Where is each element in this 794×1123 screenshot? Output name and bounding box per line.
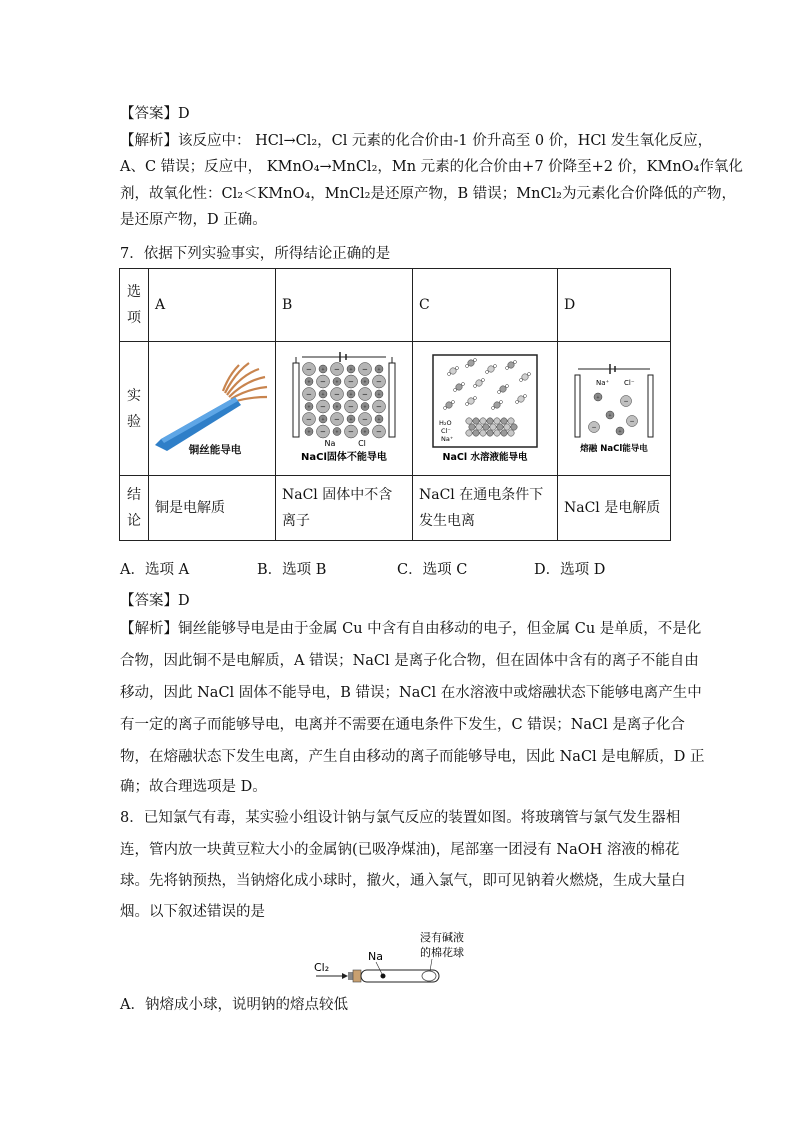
hydrated-ion bbox=[488, 365, 494, 371]
q7-answer: 【答案】D bbox=[120, 593, 190, 609]
water-molecule bbox=[506, 384, 509, 387]
sodium-ion-charge: + bbox=[363, 379, 367, 385]
q7-analysis-line-3: 移动，因此 NaCl 固体不能导电，B 错误；NaCl 在水溶液中或熔融状态下能够电离产生中 bbox=[120, 685, 702, 701]
crystal-ion bbox=[504, 423, 510, 429]
chloride-ion-charge: − bbox=[306, 388, 312, 398]
hydrated-ion bbox=[518, 395, 524, 401]
hydrated-ion bbox=[522, 373, 528, 379]
chloride-ion-charge: − bbox=[591, 423, 597, 431]
hydrated-ion bbox=[468, 359, 474, 365]
ion-lattice bbox=[303, 362, 386, 438]
hydrated-ion bbox=[494, 401, 500, 407]
sodium-ion-charge: + bbox=[608, 412, 612, 418]
experiment-a-cell bbox=[149, 342, 276, 476]
crystal-ion bbox=[480, 429, 486, 435]
hydrated-ion bbox=[446, 401, 452, 407]
sodium-ion-charge: + bbox=[307, 429, 311, 435]
water-molecule bbox=[466, 364, 469, 367]
chloride-ion-charge: − bbox=[306, 363, 312, 373]
label-cotton-1: 浸有碱液 bbox=[420, 931, 464, 944]
conclusion-a: 铜是电解质 bbox=[149, 476, 276, 541]
q8-stem-line-4: 烟。以下叙述错误的是 bbox=[120, 904, 265, 920]
caption-d: 熔融 NaCl能导电 bbox=[580, 443, 648, 454]
hydrated-ion bbox=[500, 385, 506, 391]
water-molecule bbox=[474, 384, 477, 387]
label-na-plus-d: Na⁺ bbox=[596, 378, 610, 387]
sodium-ion-charge: + bbox=[377, 416, 381, 422]
wire-insulation-highlight bbox=[161, 397, 238, 443]
q8-stem-line-2: 连，管内放一块黄豆粒大小的金属钠(已吸净煤油)，尾部塞一团浸有 NaOH 溶液的棉花 bbox=[120, 842, 680, 858]
crystal-ion bbox=[487, 417, 493, 423]
sodium-ion-charge: + bbox=[349, 391, 353, 397]
crystal-ion bbox=[483, 423, 489, 429]
sodium-ion-charge: + bbox=[618, 428, 622, 434]
water-molecule bbox=[486, 370, 489, 373]
water-molecule bbox=[528, 372, 531, 375]
chloride-ion-charge: − bbox=[348, 376, 354, 386]
experiment-c-cell bbox=[413, 342, 558, 476]
column-b-label: B bbox=[276, 269, 413, 342]
conclusion-c: NaCl 在通电条件下发生电离 bbox=[413, 476, 558, 541]
electrode-right bbox=[648, 375, 653, 437]
q6-answer: 【答案】D bbox=[120, 106, 190, 122]
water-molecule bbox=[500, 400, 503, 403]
q8-choice-a[interactable]: A．钠熔成小球，说明钠的熔点较低 bbox=[120, 997, 348, 1013]
crystal-ion bbox=[508, 429, 514, 435]
water-molecule bbox=[514, 360, 517, 363]
water-molecule bbox=[448, 372, 451, 375]
crystal-ion bbox=[476, 423, 482, 429]
caption-c: NaCl 水溶液能导电 bbox=[442, 451, 528, 463]
q7-analysis-line-4: 有一定的离子而能够导电，电离并不需要在通电条件下发生，C 错误；NaCl 是离子化合 bbox=[120, 717, 685, 733]
electrode-right bbox=[389, 363, 395, 437]
sodium-ion-charge: + bbox=[321, 366, 325, 372]
rubber-stopper bbox=[353, 970, 361, 982]
connector bbox=[348, 972, 353, 980]
label-cl-minus-d: Cl⁻ bbox=[624, 378, 635, 387]
header-experiment bbox=[120, 342, 149, 476]
hydrated-ion bbox=[456, 383, 462, 389]
header-conclusion-char-1: 结 bbox=[127, 487, 141, 503]
chloride-ion-charge: − bbox=[348, 401, 354, 411]
water-molecule bbox=[474, 396, 477, 399]
hydrated-ion bbox=[450, 367, 456, 373]
cotton-pointer bbox=[430, 959, 432, 971]
header-option-char-2: 项 bbox=[127, 310, 141, 326]
sodium-ion-charge: + bbox=[349, 416, 353, 422]
nacl-solution-illustration bbox=[413, 347, 557, 467]
water-molecule bbox=[506, 366, 509, 369]
water-molecule bbox=[492, 406, 495, 409]
water-molecule bbox=[498, 390, 501, 393]
conclusion-b: NaCl 固体中不含离子 bbox=[276, 476, 413, 541]
column-c-label: C bbox=[413, 269, 558, 342]
crystal-ion bbox=[494, 417, 500, 423]
q6-analysis-line-1: 【解析】该反应中： HCl→Cl₂，Cl 元素的化合价由-1 价升高至 0 价，HCl 发生氧化反应， bbox=[120, 133, 713, 149]
crystal-ion bbox=[487, 429, 493, 435]
experiment-d-cell bbox=[558, 342, 671, 476]
copper-strands bbox=[223, 363, 267, 402]
label-cl: Cl bbox=[358, 438, 366, 448]
water-molecule bbox=[482, 378, 485, 381]
crystal-ion bbox=[466, 417, 472, 423]
q6-analysis-line-3: 剂，故氧化性：Cl₂＜KMnO₄，MnCl₂是还原产物，B 错误；MnCl₂为元素化合价降低的产物， bbox=[120, 186, 736, 202]
crystal-ion bbox=[490, 423, 496, 429]
chloride-ion-charge: − bbox=[334, 363, 340, 373]
dissolving-crystal bbox=[466, 417, 517, 435]
chloride-ion-charge: − bbox=[320, 376, 326, 386]
q7-analysis-line-6: 确；故合理选项是 D。 bbox=[120, 779, 267, 795]
header-option-char-1: 选 bbox=[127, 284, 141, 300]
sodium-ion-charge: + bbox=[335, 429, 339, 435]
chloride-ion-charge: − bbox=[376, 401, 382, 411]
crystal-ion bbox=[480, 417, 486, 423]
label-h2o: H₂O bbox=[439, 418, 452, 427]
crystal-ion bbox=[508, 417, 514, 423]
caption-a: 铜丝能导电 bbox=[188, 443, 242, 456]
chloride-ion-charge: − bbox=[320, 426, 326, 436]
header-conclusion bbox=[120, 476, 149, 541]
chloride-ion-charge: − bbox=[334, 388, 340, 398]
copper-wire-illustration bbox=[149, 347, 273, 467]
header-experiment-char-2: 验 bbox=[127, 413, 141, 430]
hydrated-ion bbox=[476, 379, 482, 385]
q7-analysis-line-2: 合物，因此铜不是电解质，A 错误；NaCl 是离子化合物，但在固体中含有的离子不能自由 bbox=[120, 653, 699, 669]
water-molecule bbox=[494, 364, 497, 367]
hydrated-ion bbox=[508, 361, 514, 367]
header-experiment-char-1: 实 bbox=[127, 387, 141, 404]
chloride-ion-charge: − bbox=[362, 413, 368, 423]
column-d-label: D bbox=[558, 269, 671, 342]
crystal-ion bbox=[497, 423, 503, 429]
chloride-ion-charge: − bbox=[306, 413, 312, 423]
label-na: Na bbox=[368, 950, 383, 963]
sodium-piece bbox=[381, 974, 386, 979]
crystal-ion bbox=[466, 429, 472, 435]
arrow-head bbox=[342, 973, 348, 979]
electrode-left bbox=[575, 375, 580, 437]
sodium-ion-charge: + bbox=[321, 391, 325, 397]
crystal-ion bbox=[511, 423, 517, 429]
q6-analysis-line-4: 是还原产物，D 正确。 bbox=[120, 212, 267, 228]
chloride-ion-charge: − bbox=[362, 363, 368, 373]
crystal-ion bbox=[501, 429, 507, 435]
molten-nacl-illustration bbox=[558, 347, 670, 467]
choice-a[interactable]: A．选项 A bbox=[120, 562, 190, 578]
choice-d[interactable]: D．选项 D bbox=[534, 562, 606, 578]
label-cotton-2: 的棉花球 bbox=[420, 946, 464, 959]
label-cl-minus: Cl⁻ bbox=[441, 426, 451, 435]
water-molecule bbox=[456, 366, 459, 369]
water-molecule bbox=[474, 358, 477, 361]
sodium-ion-charge: + bbox=[377, 366, 381, 372]
q8-stem-line-1: 8．已知氯气有毒，某实验小组设计钠与氯气反应的装置如图。将玻璃管与氯气发生器相 bbox=[120, 810, 681, 826]
water-molecule bbox=[454, 388, 457, 391]
chloride-ion-charge: − bbox=[376, 426, 382, 436]
crystal-ion bbox=[494, 429, 500, 435]
choice-b[interactable]: B．选项 B bbox=[257, 562, 327, 578]
q8-stem-line-3: 球。先将钠预热，当钠熔化成小球时，撤火，通入氯气，即可见钠着火燃烧，生成大量白 bbox=[120, 873, 686, 889]
mobile-ions bbox=[589, 393, 638, 435]
sodium-ion-charge: + bbox=[349, 366, 353, 372]
q7-analysis-line-1: 【解析】铜丝能够导电是由于金属 Cu 中含有自由移动的电子，但金属 Cu 是单质，不是化 bbox=[120, 621, 702, 637]
water-molecule bbox=[516, 400, 519, 403]
electrode-left bbox=[293, 363, 299, 437]
sodium-ion-charge: + bbox=[307, 404, 311, 410]
sodium-ion-charge: + bbox=[335, 404, 339, 410]
hydrated-ion bbox=[468, 397, 474, 403]
water-molecule bbox=[462, 382, 465, 385]
sodium-ion-charge: + bbox=[335, 379, 339, 385]
choice-c[interactable]: C．选项 C bbox=[397, 562, 468, 578]
caption-b: NaCl固体不能导电 bbox=[301, 451, 387, 463]
header-conclusion-char-2: 论 bbox=[127, 513, 141, 529]
crystal-ion bbox=[473, 429, 479, 435]
q7-analysis-line-5: 物，在熔融状态下发生电离，产生自由移动的离子而能够导电，因此 NaCl 是电解质，D 正 bbox=[120, 749, 705, 765]
chloride-ion-charge: − bbox=[348, 426, 354, 436]
chloride-ion-charge: − bbox=[376, 376, 382, 386]
crystal-ion bbox=[501, 417, 507, 423]
sodium-ion-charge: + bbox=[363, 404, 367, 410]
conclusion-d: NaCl 是电解质 bbox=[558, 476, 671, 541]
label-na: Na bbox=[324, 438, 336, 448]
crystal-ion bbox=[473, 417, 479, 423]
sodium-chlorine-apparatus bbox=[310, 928, 490, 988]
q7-table bbox=[119, 268, 671, 541]
water-molecule bbox=[524, 394, 527, 397]
chloride-ion-charge: − bbox=[623, 397, 629, 405]
water-molecule bbox=[444, 406, 447, 409]
label-na-plus: Na⁺ bbox=[441, 434, 454, 443]
sodium-ion-charge: + bbox=[596, 394, 600, 400]
crystal-ion bbox=[469, 423, 475, 429]
sodium-ion-charge: + bbox=[321, 416, 325, 422]
q6-analysis-line-2: A、C 错误；反应中， KMnO₄→MnCl₂，Mn 元素的化合价由+7 价降至+2 价，KMnO₄作氧化 bbox=[120, 159, 743, 175]
experiment-b-cell bbox=[276, 342, 413, 476]
sodium-ion-charge: + bbox=[377, 391, 381, 397]
chloride-ion-charge: − bbox=[334, 413, 340, 423]
water-molecule bbox=[466, 402, 469, 405]
cotton-ball bbox=[422, 971, 436, 981]
column-a-label: A bbox=[149, 269, 276, 342]
chloride-ion-charge: − bbox=[629, 417, 635, 425]
label-cl2: Cl₂ bbox=[314, 961, 330, 974]
chloride-ion-charge: − bbox=[362, 388, 368, 398]
nacl-solid-illustration bbox=[276, 347, 412, 467]
water-molecule bbox=[452, 400, 455, 403]
chloride-ion-charge: − bbox=[320, 401, 326, 411]
sodium-ion-charge: + bbox=[363, 429, 367, 435]
water-molecule bbox=[520, 378, 523, 381]
header-option bbox=[120, 269, 149, 342]
q7-stem: 7．依据下列实验事实，所得结论正确的是 bbox=[120, 246, 391, 262]
sodium-ion-charge: + bbox=[307, 379, 311, 385]
